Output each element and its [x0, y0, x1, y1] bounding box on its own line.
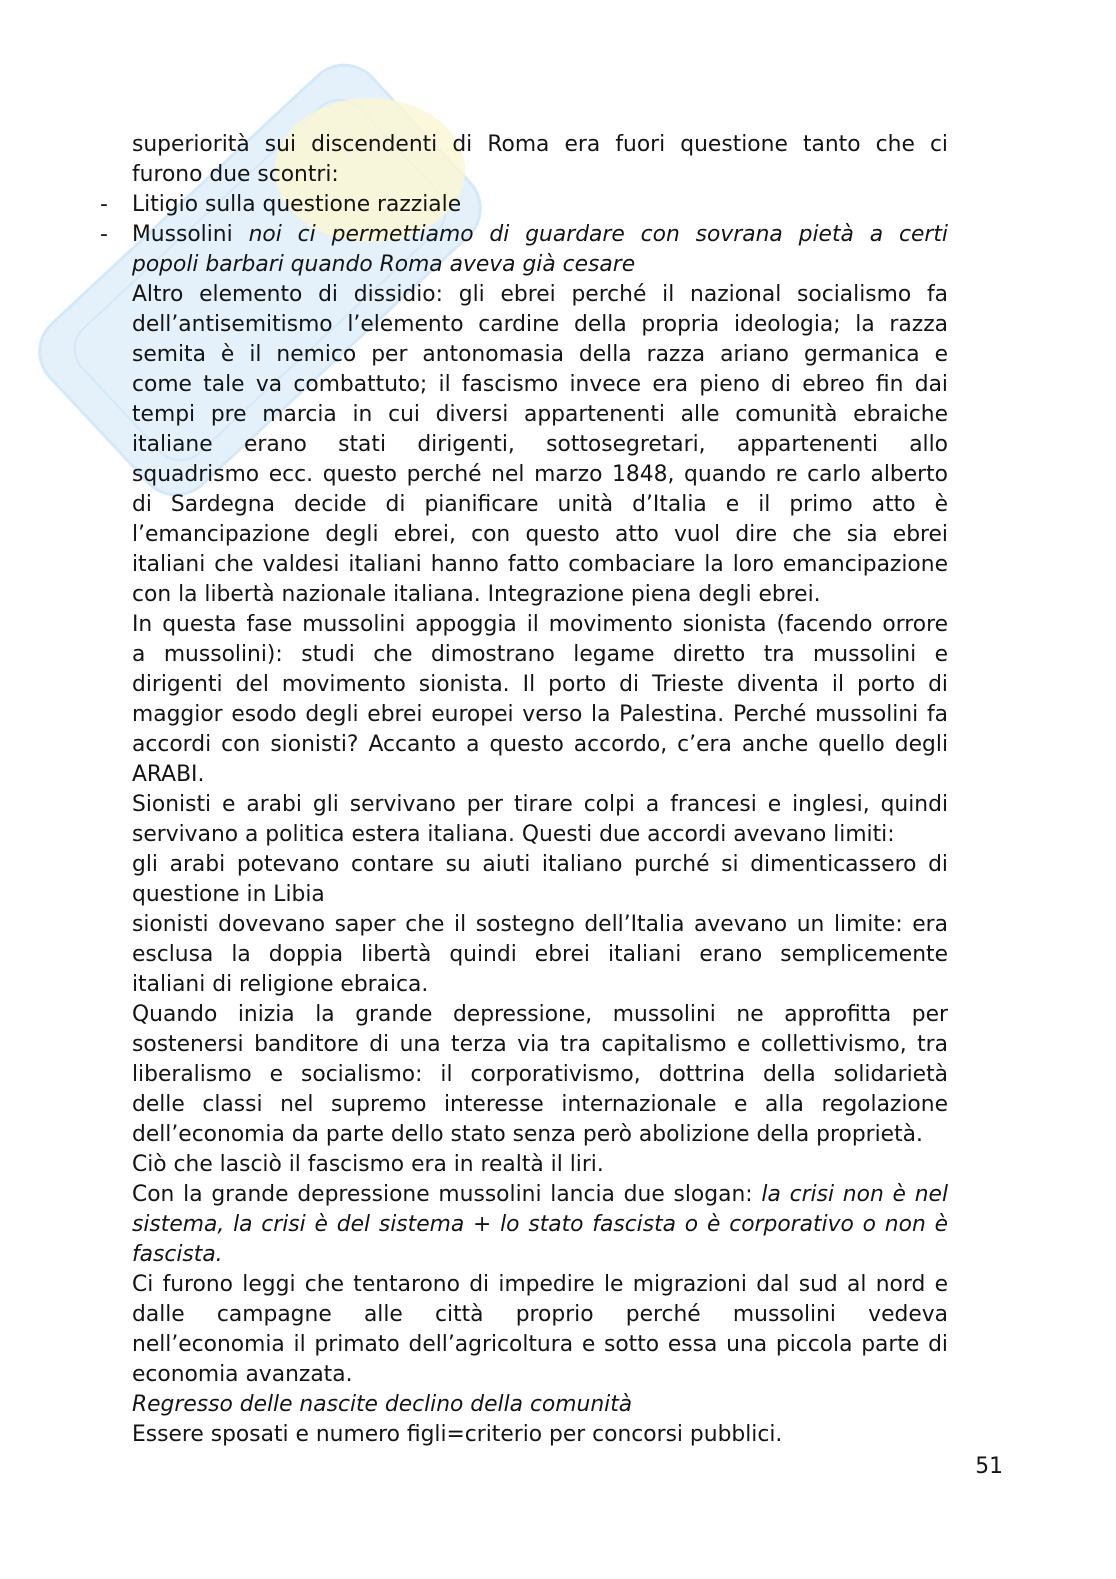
text-line — [132, 1390, 948, 1420]
text-line: di Sardegna decide di pianificare unità d’Italia e il primo atto è — [132, 492, 948, 517]
text-line: dell’economia da parte dello stato senza però abolizione della proprietà. — [132, 1122, 923, 1147]
paragraph — [132, 910, 948, 1000]
text-line: delle classi nel supremo interesse internazionale e alla regolazione — [132, 1092, 948, 1117]
paragraph — [132, 1150, 948, 1180]
text-line: con la libertà nazionale italiana. Integrazione piena degli ebrei. — [132, 582, 821, 607]
text-line: semita è il nemico per antonomasia della razza ariano germanica e — [132, 342, 948, 367]
paragraph — [132, 610, 948, 790]
text-line: italiani di religione ebraica. — [132, 972, 429, 997]
italic-text: Regresso delle nascite declino della comunità — [132, 1392, 633, 1417]
text-line: dalle campagne alle città proprio perché mussolini vedeva — [132, 1302, 948, 1327]
paragraph — [132, 1000, 948, 1150]
text-line: Essere sposati e numero figli=criterio per concorsi pubblici. — [132, 1422, 783, 1447]
text-line: a mussolini): studi che dimostrano legame diretto tra mussolini e — [132, 642, 948, 667]
italic-text: la crisi non è nel — [761, 1182, 949, 1207]
italic-text: noi ci permettiamo di guardare con sovrana pietà a certi — [248, 222, 948, 247]
text-line: sostenersi banditore di una terza via tra capitalismo e collettivismo, tra — [132, 1032, 948, 1057]
paragraph — [132, 130, 948, 190]
italic-text: popoli barbari quando Roma aveva già cesare — [132, 252, 636, 277]
paragraph — [132, 1270, 948, 1390]
list-marker: - — [100, 222, 108, 247]
text-line — [132, 1180, 948, 1210]
text-line: dirigenti del movimento sionista. Il porto di Trieste diventa il porto di — [132, 672, 948, 697]
text-line — [132, 1210, 948, 1240]
text-span: Mussolini — [132, 222, 249, 247]
text-line: tempi pre marcia in cui diversi appartenenti alle comunità ebraiche — [132, 402, 948, 427]
text-line: liberalismo e socialismo: il corporativismo, dottrina della solidarietà — [132, 1062, 948, 1087]
text-line: superiorità sui discendenti di Roma era fuori questione tanto che ci — [132, 132, 948, 157]
italic-text: sistema, la crisi è del sistema + lo stato fascista o è corporativo o non è — [132, 1212, 948, 1237]
text-line: dell’antisemitismo l’elemento cardine della propria ideologia; la razza — [132, 312, 948, 337]
text-line: italiane erano stati dirigenti, sottosegretari, appartenenti allo — [132, 432, 948, 457]
text-line: accordi con sionisti? Accanto a questo accordo, c’era anche quello degli — [132, 732, 948, 757]
text-line: In questa fase mussolini appoggia il movimento sionista (facendo orrore — [132, 612, 948, 637]
text-line: servivano a politica estera italiana. Questi due accordi avevano limiti: — [132, 822, 895, 847]
text-line: Litigio sulla questione razziale — [132, 192, 462, 217]
paragraph — [132, 280, 948, 610]
text-line: Ciò che lasciò il fascismo era in realtà il liri. — [132, 1152, 604, 1177]
text-line: economia avanzata. — [132, 1362, 353, 1387]
paragraph — [132, 1420, 948, 1450]
list-item — [100, 220, 948, 280]
text-span: Con la grande depressione mussolini lancia due slogan: — [132, 1182, 762, 1207]
text-line — [132, 1240, 948, 1270]
text-line: questione in Libia — [132, 882, 325, 907]
text-line: come tale va combattuto; il fascismo invece era pieno di ebreo fin dai — [132, 372, 948, 397]
text-line: maggior esodo degli ebrei europei verso la Palestina. Perché mussolini fa — [132, 702, 948, 727]
text-line: italiani che valdesi italiani hanno fatto combaciare la loro emancipazione — [132, 552, 948, 577]
paragraph — [132, 1390, 948, 1420]
paragraph — [132, 850, 948, 910]
page-number: 51 — [975, 1454, 1003, 1479]
list-item — [100, 190, 948, 220]
text-line: squadrismo ecc. questo perché nel marzo 1848, quando re carlo alberto — [132, 462, 948, 487]
list-marker: - — [100, 192, 108, 217]
text-line: Quando inizia la grande depressione, mussolini ne approfitta per — [132, 1002, 948, 1027]
text-line: furono due scontri: — [132, 162, 339, 187]
text-line: ARABI. — [132, 762, 205, 787]
text-line: gli arabi potevano contare su aiuti italiano purché si dimenticassero di — [132, 852, 948, 877]
paragraph — [132, 1180, 948, 1270]
text-body — [100, 130, 949, 1450]
text-line: sionisti dovevano saper che il sostegno dell’Italia avevano un limite: era — [132, 912, 948, 937]
text-line: Altro elemento di dissidio: gli ebrei perché il nazional socialismo fa — [132, 282, 948, 307]
text-line: Ci furono leggi che tentarono di impedire le migrazioni dal sud al nord e — [132, 1272, 948, 1297]
text-line: nell’economia il primato dell’agricoltura e sotto essa una piccola parte di — [132, 1332, 948, 1357]
text-line — [132, 250, 948, 280]
text-line: esclusa la doppia libertà quindi ebrei italiani erano semplicemente — [132, 942, 948, 967]
text-line: l’emancipazione degli ebrei, con questo atto vuol dire che sia ebrei — [132, 522, 948, 547]
text-line: Sionisti e arabi gli servivano per tirare colpi a francesi e inglesi, quindi — [132, 792, 948, 817]
paragraph — [132, 790, 948, 850]
text-line — [132, 220, 948, 250]
italic-text: fascista. — [132, 1242, 223, 1267]
